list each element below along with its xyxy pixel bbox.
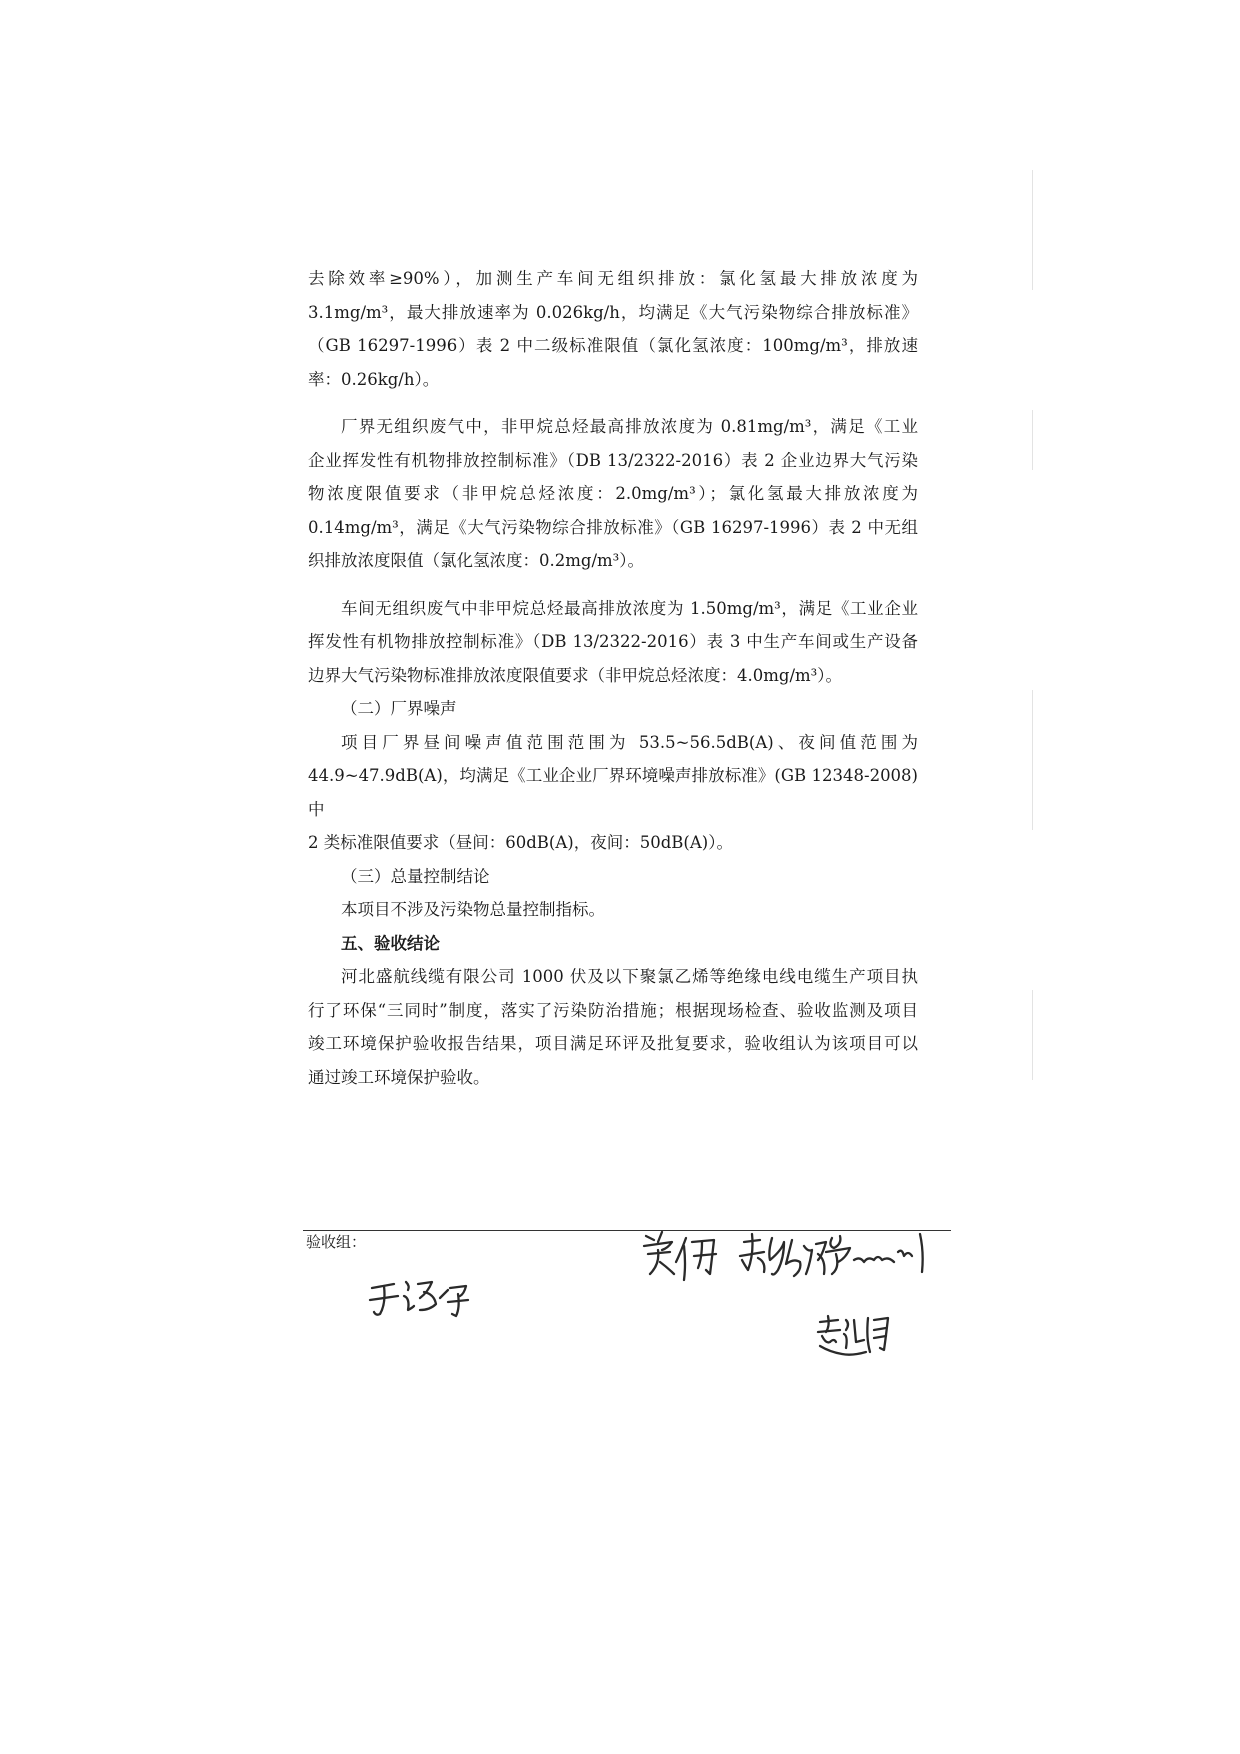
text-line: 河北盛航线缆有限公司 1000 伏及以下聚氯乙烯等绝缘电线电缆生产项目执 [341,967,918,986]
text-line: 率：0.26kg/h）。 [308,369,440,389]
acceptance-group-label: 验收组： [306,1233,367,1251]
paragraph-workshop-exhaust [308,592,918,693]
signature-5 [816,1312,892,1362]
document-body [308,262,918,1094]
text-line: 企业挥发性有机物排放控制标准》（DB 13/2322-2016）表 2 企业边界大气污染 [308,450,918,470]
text-line: 竣工环境保护验收报告结果，项目满足环评及批复要求，验收组认为该项目可以 [308,1034,918,1053]
text-line: 车间无组织废气中非甲烷总烃最高排放浓度为 1.50mg/m³，满足《工业企业 [341,598,918,618]
text-line: 项目厂界昼间噪声值范围范围为 53.5~56.5dB(A)、夜间值范围为 [341,732,918,752]
text-line: 边界大气污染物标准排放浓度限值要求（非甲烷总烃浓度：4.0mg/m³）。 [308,665,843,685]
paragraph-total-control: 本项目不涉及污染物总量控制指标。 [341,900,605,919]
text-line: 2 类标准限值要求（昼间：60dB(A)，夜间：50dB(A)）。 [308,833,733,852]
section-title-conclusion: 五、验收结论 [341,933,440,953]
signature-2 [640,1228,732,1286]
scan-margin-marks [1032,170,1036,1170]
text-line: 44.9~47.9dB(A)，均满足《工业企业厂界环境噪声排放标准》(GB 12348-2008) 中 [308,766,918,819]
paragraph-acid-gas-workshop [308,262,918,396]
signature-4 [824,1230,934,1278]
text-line: 3.1mg/m³，最大排放速率为 0.026kg/h，均满足《大气污染物综合排放标准》 [308,302,918,322]
text-line: 织排放浓度限值（氯化氢浓度：0.2mg/m³）。 [308,551,645,570]
text-line: （GB 16297-1996）表 2 中二级标准限值（氯化氢浓度：100mg/m³，排放速 [308,336,918,355]
text-line: 厂界无组织废气中，非甲烷总烃最高排放浓度为 0.81mg/m³，满足《工业 [341,417,918,436]
paragraph-noise [308,726,918,860]
text-line: 挥发性有机物排放控制标准》（DB 13/2322-2016）表 3 中生产车间或生产设备 [308,632,918,651]
text-line: 去除效率≥90%），加测生产车间无组织排放：氯化氢最大排放浓度为 [308,269,918,288]
signature-1 [368,1270,478,1320]
section-title-noise: （二）厂界噪声 [341,699,457,718]
section-title-total-control: （三）总量控制结论 [341,866,490,886]
paragraph-conclusion [308,960,918,1094]
text-line: 物浓度限值要求（非甲烷总烃浓度：2.0mg/m³）；氯化氢最大排放浓度为 [308,484,918,503]
text-line: 通过竣工环境保护验收。 [308,1067,490,1087]
text-line: 0.14mg/m³，满足《大气污染物综合排放标准》（GB 16297-1996）表 2 中无组 [308,517,918,537]
signature-3 [738,1230,830,1286]
text-line: 行了环保“三同时”制度，落实了污染防治措施；根据现场检查、验收监测及项目 [308,1000,918,1020]
paragraph-boundary-exhaust [308,410,918,578]
